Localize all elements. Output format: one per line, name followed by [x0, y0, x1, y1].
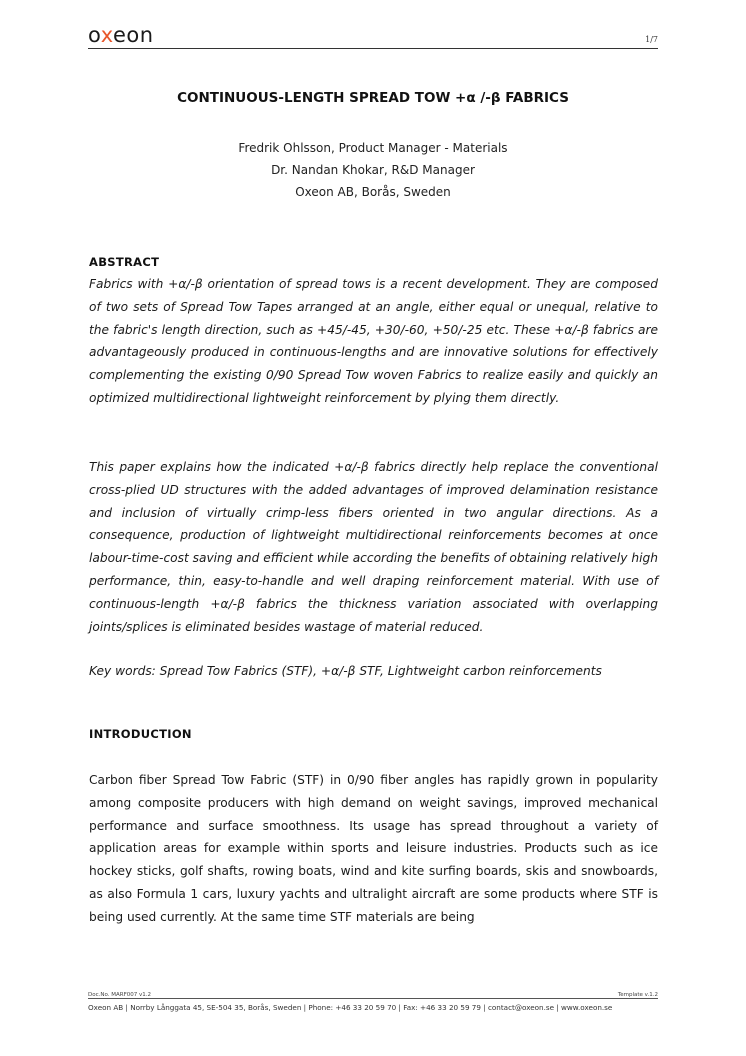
oxeon-logo	[88, 23, 154, 47]
author-line-1: Fredrik Ohlsson, Product Manager - Materials	[238, 141, 508, 155]
logo-text-suffix: eon	[113, 23, 154, 47]
page-header	[88, 24, 658, 49]
abstract-paragraph-1: Fabrics with +α/-β orientation of spread tows is a recent development. They are composed of two sets of Spread Tow Tapes arranged at an angle, either equal or unequal, relative to the fabric's length direction, such as +45/-45, +30/-60, +50/-25 etc. These +α/-β fabrics are advantageously produced in continuous-lengths and are innovative solutions for effectively complementing the existing 0/90 Spread Tow woven Fabrics to realize easily and quickly an optimized multidirectional lightweight reinforcement by plying them directly.	[89, 277, 658, 405]
template-version: Template v.1.2	[617, 992, 658, 998]
page-number: 1/7	[645, 35, 658, 44]
paper-title: CONTINUOUS-LENGTH SPREAD TOW +α /-β FABRICS	[177, 90, 569, 106]
author-line-2: Dr. Nandan Khokar, R&D Manager	[271, 163, 475, 177]
footer-contact: Oxeon AB | Norrby Långgata 45, SE-504 35, Borås, Sweden | Phone: +46 33 20 59 70 | Fax: +46 33 20 59 79 | contact@oxeon.se | www.oxeon.se	[88, 1003, 613, 1012]
introduction-paragraph: Carbon fiber Spread Tow Fabric (STF) in 0/90 fiber angles has rapidly grown in popularity among composite producers with high demand on weight savings, improved mechanical performance and surface smoothness. Its usage has spread throughout a variety of application areas for example within sports and leisure industries. Products such as ice hockey sticks, golf shafts, rowing boats, wind and kite surfing boards, skis and snowboards, as also Formula 1 cars, luxury yachts and ultralight aircraft are some products where STF is being used currently. At the same time STF materials are being	[89, 773, 658, 924]
abstract-paragraph-2: This paper explains how the indicated +α/-β fabrics directly help replace the conventional cross-plied UD structures with the added advantages of improved delamination resistance and inclusion of virtually crimp-less fibers oriented in two angular directions. As a consequence, production of lightweight multidirectional reinforcements becomes at once labour-time-cost saving and efficient while according the benefits of obtaining relatively high performance, thin, easy-to-handle and well draping reinforcement material. With use of continuous-length +α/-β fabrics the thickness variation associated with overlapping joints/splices is eliminated besides wastage of material reduced.	[89, 460, 658, 634]
introduction-heading: INTRODUCTION	[89, 727, 192, 741]
keywords: Key words: Spread Tow Fabrics (STF), +α/-β STF, Lightweight carbon reinforcements	[89, 664, 602, 678]
author-affiliation: Oxeon AB, Borås, Sweden	[295, 185, 451, 199]
logo-text-x: x	[100, 23, 113, 47]
footer-divider	[88, 998, 658, 999]
document-number: Doc.No. MARF007 v1.2	[88, 992, 151, 998]
abstract-heading: ABSTRACT	[89, 255, 160, 269]
logo-text-prefix: o	[88, 23, 101, 47]
